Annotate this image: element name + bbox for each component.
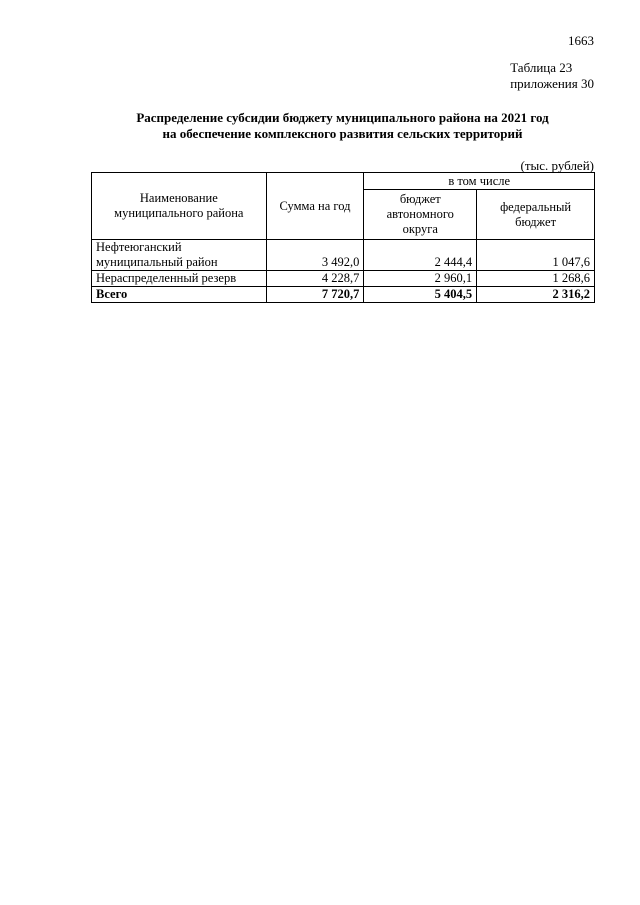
total-row [92, 287, 595, 303]
units-label: (тыс. рублей) [520, 158, 594, 173]
header-federal-budget: федеральный бюджет [477, 190, 595, 240]
row-okrug: 2 960,1 [364, 271, 477, 287]
table-reference-line1: Таблица 23 [510, 60, 573, 75]
row-sum: 3 492,0 [266, 240, 364, 271]
subsidy-table [91, 172, 595, 303]
table-row [92, 240, 595, 271]
row-sum: 4 228,7 [266, 271, 364, 287]
header-district-name: Наименование муниципального района [92, 173, 267, 240]
row-name: Нераспределенный резерв [92, 271, 267, 287]
table-row [92, 271, 595, 287]
page-number: 1663 [568, 33, 594, 48]
header-sum: Сумма на год [266, 173, 364, 240]
row-okrug: 2 444,4 [364, 240, 477, 271]
total-name: Всего [92, 287, 267, 303]
total-okrug: 5 404,5 [364, 287, 477, 303]
document-title-line2: на обеспечение комплексного развития сельских территорий [162, 126, 523, 141]
row-federal: 1 047,6 [477, 240, 595, 271]
header-including: в том числе [364, 173, 595, 190]
header-okrug-budget: бюджет автономного округа [364, 190, 477, 240]
table-reference-line2: приложения 30 [510, 76, 594, 91]
total-sum: 7 720,7 [266, 287, 364, 303]
row-name: Нефтеюганский муниципальный район [92, 240, 267, 271]
table-reference [510, 60, 594, 92]
document-title-line1: Распределение субсидии бюджету муниципального района на 2021 год [136, 110, 549, 125]
row-federal: 1 268,6 [477, 271, 595, 287]
document-title [90, 110, 595, 142]
total-federal: 2 316,2 [477, 287, 595, 303]
